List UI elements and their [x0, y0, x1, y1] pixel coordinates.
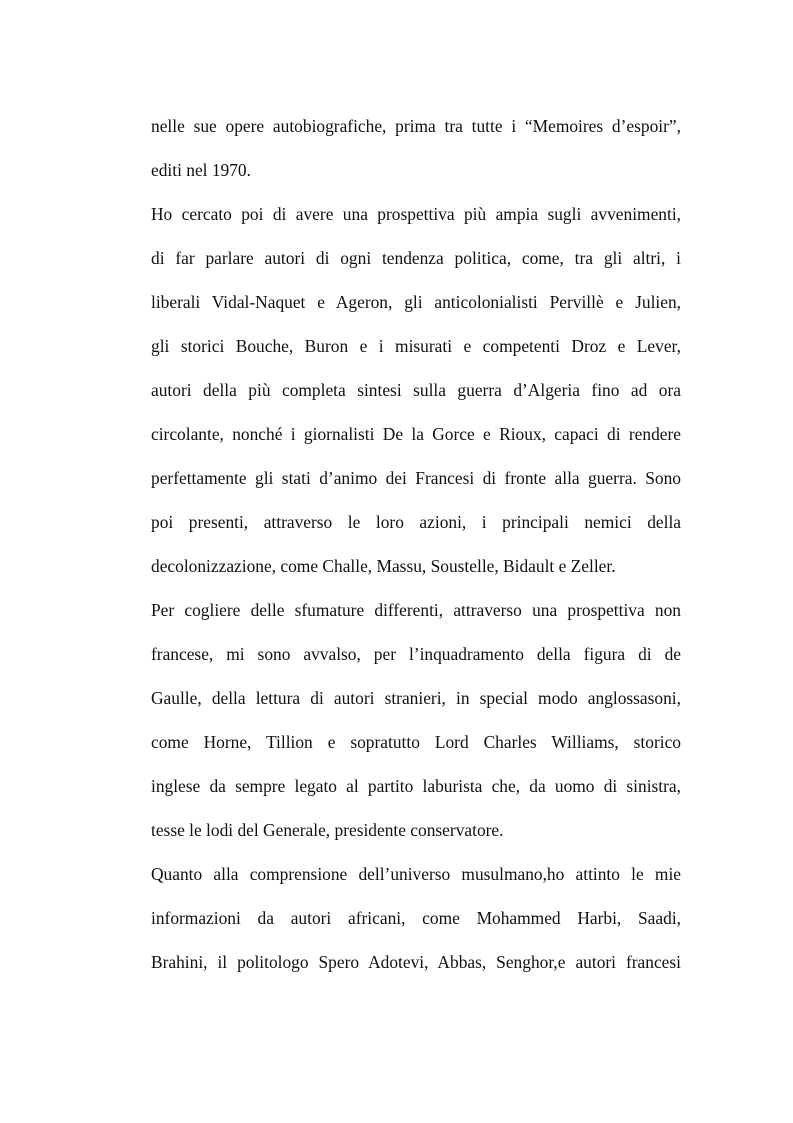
text-line: informazioni da autori africani, come Mohammed Harbi, Saadi, [151, 908, 681, 928]
text-line: Quanto alla comprensione dell’universo musulmano,ho attinto le mie [151, 864, 681, 884]
text-line: inglese da sempre legato al partito laburista che, da uomo di sinistra, [151, 776, 681, 796]
text-line: francese, mi sono avvalso, per l’inquadramento della figura di de [151, 644, 681, 664]
text-line: tesse le lodi del Generale, presidente conservatore. [151, 820, 504, 840]
text-line: come Horne, Tillion e sopratutto Lord Charles Williams, storico [151, 732, 681, 752]
text-line: nelle sue opere autobiografiche, prima tra tutte i “Memoires d’espoir”, [151, 116, 681, 136]
text-line: liberali Vidal-Naquet e Ageron, gli anticolonialisti Pervillè e Julien, [151, 292, 681, 312]
text-line: circolante, nonché i giornalisti De la Gorce e Rioux, capaci di rendere [151, 424, 681, 444]
text-line: di far parlare autori di ogni tendenza politica, come, tra gli altri, i [151, 248, 681, 268]
text-line: Gaulle, della lettura di autori stranieri, in special modo anglossasoni, [151, 688, 681, 708]
text-line: Per cogliere delle sfumature differenti, attraverso una prospettiva non [151, 600, 681, 620]
body-text [151, 113, 681, 993]
text-line: perfettamente gli stati d’animo dei Francesi di fronte alla guerra. Sono [151, 468, 681, 488]
text-line: decolonizzazione, come Challe, Massu, Soustelle, Bidault e Zeller. [151, 556, 616, 576]
text-line: editi nel 1970. [151, 160, 251, 180]
text-line: poi presenti, attraverso le loro azioni, i principali nemici della [151, 512, 681, 532]
text-line: Ho cercato poi di avere una prospettiva più ampia sugli avvenimenti, [151, 204, 681, 224]
text-line: gli storici Bouche, Buron e i misurati e competenti Droz e Lever, [151, 336, 681, 356]
text-line: autori della più completa sintesi sulla guerra d’Algeria fino ad ora [151, 380, 681, 400]
text-line: Brahini, il politologo Spero Adotevi, Abbas, Senghor,e autori francesi [151, 952, 681, 972]
